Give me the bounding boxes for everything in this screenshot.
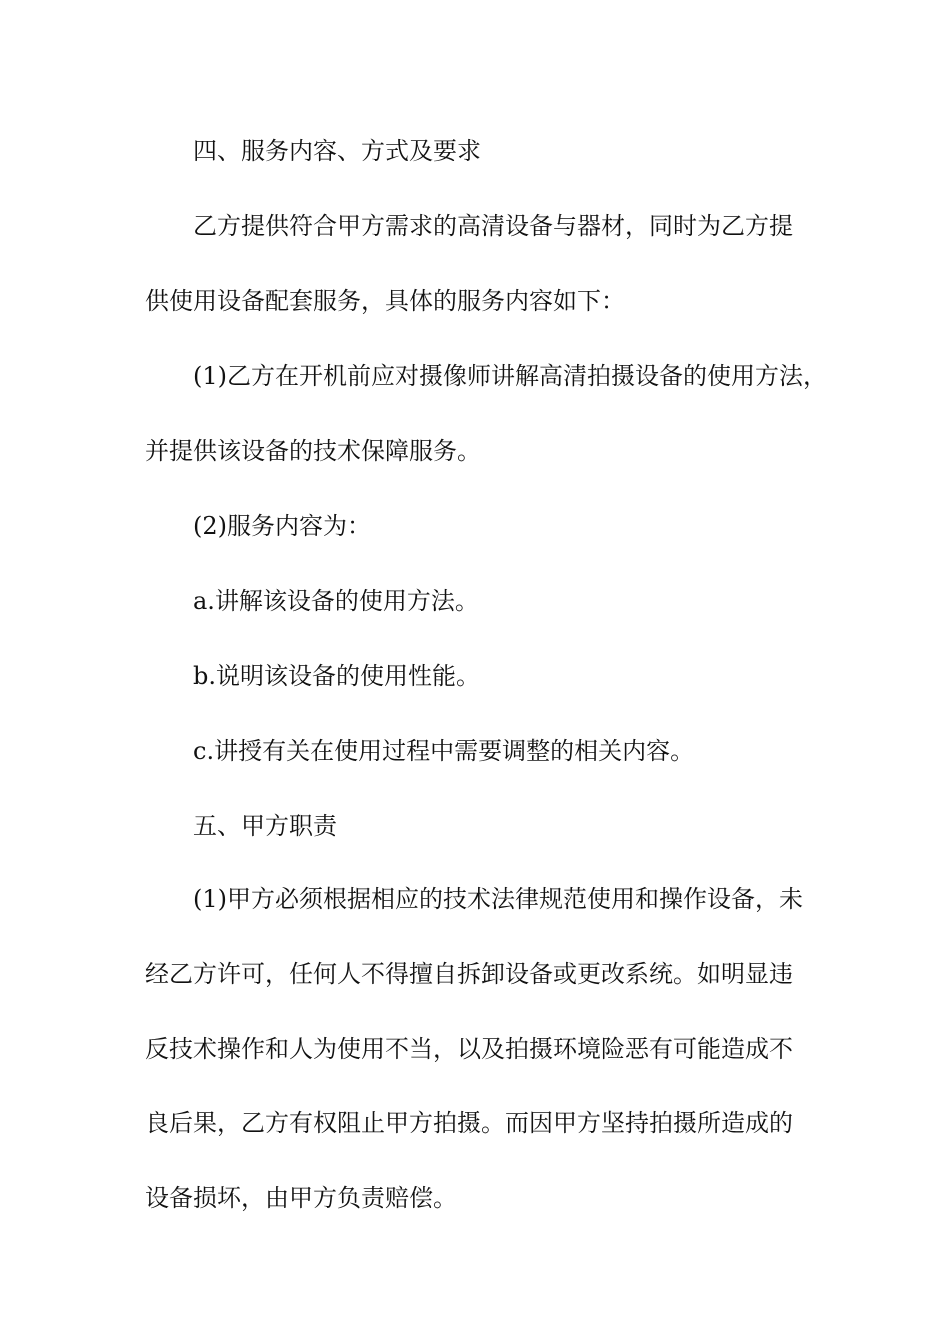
paragraph-line: 设备损坏，由甲方负责赔偿。 [145, 1184, 457, 1212]
paragraph-line: 供使用设备配套服务，具体的服务内容如下： [145, 287, 625, 315]
list-item: c.讲授有关在使用过程中需要调整的相关内容。 [193, 737, 695, 765]
paragraph-line: (1)乙方在开机前应对摄像师讲解高清拍摄设备的使用方法， [193, 362, 827, 390]
section-heading-5: 五、甲方职责 [193, 812, 337, 840]
paragraph-line: 经乙方许可，任何人不得擅自拆卸设备或更改系统。如明显违 [145, 960, 793, 988]
paragraph-line: 良后果，乙方有权阻止甲方拍摄。而因甲方坚持拍摄所造成的 [145, 1109, 793, 1137]
paragraph-line: 反技术操作和人为使用不当，以及拍摄环境险恶有可能造成不 [145, 1035, 793, 1063]
list-item: b.说明该设备的使用性能。 [193, 662, 480, 690]
paragraph-line: 乙方提供符合甲方需求的高清设备与器材，同时为乙方提 [193, 212, 793, 240]
paragraph-line: (2)服务内容为： [193, 512, 371, 540]
paragraph-line: 并提供该设备的技术保障服务。 [145, 437, 481, 465]
paragraph-line: (1)甲方必须根据相应的技术法律规范使用和操作设备，未 [193, 885, 803, 913]
section-heading-4: 四、服务内容、方式及要求 [193, 137, 481, 165]
list-item: a.讲解该设备的使用方法。 [193, 587, 479, 615]
